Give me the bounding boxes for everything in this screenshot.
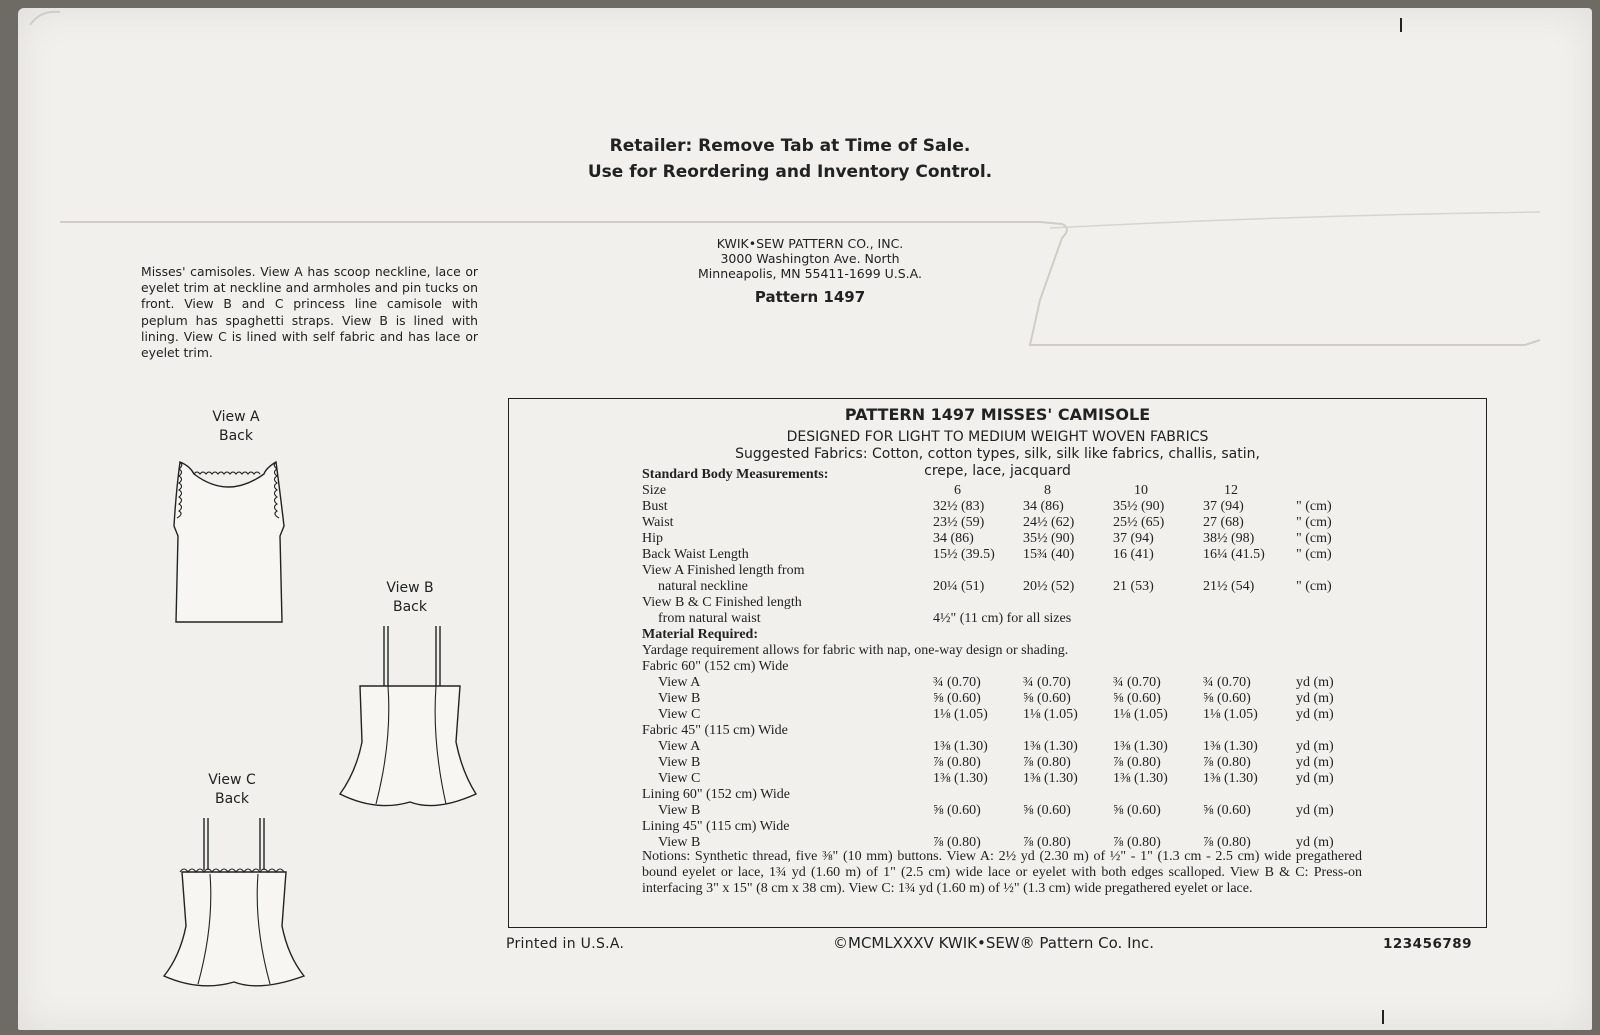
- yardage-value: ¾ (0.70): [1023, 675, 1071, 690]
- yardage-value: 1⅜ (1.30): [933, 771, 988, 786]
- measurement-label: Waist: [642, 515, 674, 530]
- measurement-value: 35½ (90): [1023, 531, 1075, 546]
- yardage-value: 1⅜ (1.30): [1113, 771, 1168, 786]
- measurement-value: 15¾ (40): [1023, 547, 1075, 562]
- measurement-unit: " (cm): [1296, 547, 1332, 562]
- view-a-title: View A: [212, 409, 260, 425]
- yardage-value: ⅞ (0.80): [933, 755, 981, 770]
- yardage-unit: yd (m): [1296, 691, 1334, 706]
- yardage-value: ⅞ (0.80): [1023, 835, 1071, 850]
- size-6: 6: [954, 483, 961, 498]
- yardage-note: Yardage requirement allows for fabric with nap, one-way design or shading.: [642, 643, 1069, 658]
- measurement-unit: " (cm): [1296, 579, 1332, 594]
- measurement-unit: " (cm): [1296, 515, 1332, 530]
- view-b-camisole-sketch: [336, 622, 482, 808]
- view-b-subtitle: Back: [393, 599, 427, 615]
- measurement-unit: " (cm): [1296, 499, 1332, 514]
- yardage-unit: yd (m): [1296, 803, 1334, 818]
- company-name: KWIK•SEW PATTERN CO., INC.: [716, 236, 904, 251]
- measurement-value: 24½ (62): [1023, 515, 1075, 530]
- view-c-label: [192, 771, 272, 809]
- size-10: 10: [1134, 483, 1148, 498]
- yardage-row-label: View A: [658, 739, 701, 754]
- company-address: [640, 236, 980, 305]
- fabric-60-label: Fabric 60" (152 cm) Wide: [642, 659, 789, 674]
- yardage-value: 1⅜ (1.30): [1203, 739, 1258, 754]
- copyright: ©MCMLXXXV KWIK•SEW® Pattern Co. Inc.: [833, 934, 1155, 952]
- measurement-label: Back Waist Length: [642, 547, 749, 562]
- measurement-value: 16¼ (41.5): [1203, 547, 1265, 562]
- box-title: PATTERN 1497 MISSES' CAMISOLE: [844, 405, 1151, 424]
- measurement-unit: " (cm): [1296, 531, 1332, 546]
- yardage-value: ¾ (0.70): [1113, 675, 1161, 690]
- view-a-label: [196, 408, 276, 446]
- yardage-value: ⅝ (0.60): [1113, 691, 1161, 706]
- view-bc-length-label: View B & C Finished length: [642, 595, 802, 610]
- company-city: Minneapolis, MN 55411-1699 U.S.A.: [698, 266, 922, 281]
- measurement-label: Bust: [642, 499, 668, 514]
- yardage-unit: yd (m): [1296, 739, 1334, 754]
- printed-in: Printed in U.S.A.: [506, 936, 625, 952]
- size-12: 12: [1224, 483, 1238, 498]
- inventory-code: 123456789: [1383, 936, 1473, 952]
- retailer-line-1: Retailer: Remove Tab at Time of Sale.: [609, 136, 971, 156]
- yardage-row-label: View C: [658, 771, 701, 786]
- measurement-value: 25½ (65): [1113, 515, 1165, 530]
- view-bc-length-label-2: from natural waist: [658, 611, 761, 626]
- yardage-row-label: View B: [658, 803, 701, 818]
- yardage-value: ¾ (0.70): [933, 675, 981, 690]
- yardage-value: ⅝ (0.60): [933, 803, 981, 818]
- pattern-number: Pattern 1497: [754, 288, 866, 306]
- measurement-value: 20½ (52): [1023, 579, 1075, 594]
- yardage-value: ¾ (0.70): [1203, 675, 1251, 690]
- yardage-value: ⅞ (0.80): [1113, 755, 1161, 770]
- measurement-value: 35½ (90): [1113, 499, 1165, 514]
- yardage-value: ⅞ (0.80): [1023, 755, 1071, 770]
- yardage-row-label: View C: [658, 707, 701, 722]
- yardage-value: ⅞ (0.80): [933, 835, 981, 850]
- measurement-value: 21 (53): [1113, 579, 1154, 594]
- view-b-label: [370, 579, 450, 617]
- yardage-value: ⅝ (0.60): [1203, 803, 1251, 818]
- measurement-value: 23½ (59): [933, 515, 985, 530]
- yardage-value: 1⅜ (1.30): [1113, 739, 1168, 754]
- retailer-notice: [480, 133, 1100, 185]
- measurement-value: 15½ (39.5): [933, 547, 995, 562]
- measurement-value: 37 (94): [1203, 499, 1244, 514]
- yardage-unit: yd (m): [1296, 835, 1334, 850]
- measurement-value: 32½ (83): [933, 499, 985, 514]
- yardage-value: ⅞ (0.80): [1113, 835, 1161, 850]
- yardage-value: ⅝ (0.60): [1023, 803, 1071, 818]
- yardage-row-label: View B: [658, 691, 701, 706]
- yardage-value: ⅞ (0.80): [1203, 755, 1251, 770]
- yardage-unit: yd (m): [1296, 771, 1334, 786]
- measurement-value: 34 (86): [1023, 499, 1064, 514]
- yardage-row-label: View B: [658, 755, 701, 770]
- registration-mark: [1400, 18, 1402, 32]
- view-bc-length-value: 4½" (11 cm) for all sizes: [933, 611, 1072, 626]
- yardage-unit: yd (m): [1296, 675, 1334, 690]
- yardage-value: 1⅜ (1.30): [1203, 771, 1258, 786]
- view-c-subtitle: Back: [215, 791, 249, 807]
- yardage-value: 1⅜ (1.30): [1023, 739, 1078, 754]
- pattern-description: Misses' camisoles. View A has scoop neckline, lace or eyelet trim at neckline and armholes and pin tucks on front. View B and C princess line camisole with peplum has spaghetti straps. View B is lined with lining. View C is lined with self fabric and has lace or eyelet trim.: [141, 264, 478, 361]
- view-c-title: View C: [208, 772, 256, 788]
- lining-45-label: Lining 45" (115 cm) Wide: [642, 819, 790, 834]
- pattern-info-box: [508, 398, 1487, 928]
- yardage-value: ⅝ (0.60): [1203, 691, 1251, 706]
- measurement-value: 27 (68): [1203, 515, 1244, 530]
- yardage-value: ⅝ (0.60): [1023, 691, 1071, 706]
- view-a-camisole-sketch: [168, 452, 288, 624]
- registration-mark: [1382, 1010, 1384, 1024]
- yardage-value: 1⅛ (1.05): [1203, 707, 1258, 722]
- view-c-camisole-sketch: [160, 816, 308, 988]
- view-a-length-label-2: natural neckline: [658, 579, 748, 594]
- yardage-value: 1⅜ (1.30): [1023, 771, 1078, 786]
- yardage-value: ⅞ (0.80): [1203, 835, 1251, 850]
- view-b-title: View B: [386, 580, 434, 596]
- yardage-unit: yd (m): [1296, 707, 1334, 722]
- yardage-value: 1⅛ (1.05): [1023, 707, 1078, 722]
- view-a-subtitle: Back: [219, 428, 253, 444]
- company-street: 3000 Washington Ave. North: [720, 251, 900, 266]
- fabric-45-label: Fabric 45" (115 cm) Wide: [642, 723, 788, 738]
- yardage-value: ⅝ (0.60): [933, 691, 981, 706]
- standard-measurements-heading: Standard Body Measurements:: [642, 467, 829, 482]
- view-a-length-label: View A Finished length from: [642, 563, 805, 578]
- yardage-row-label: View A: [658, 675, 701, 690]
- measurement-value: 21½ (54): [1203, 579, 1255, 594]
- measurement-label: Hip: [642, 531, 663, 546]
- yardage-value: 1⅜ (1.30): [933, 739, 988, 754]
- retailer-line-2: Use for Reordering and Inventory Control.: [587, 162, 993, 182]
- material-required-heading: Material Required:: [642, 627, 758, 642]
- yardage-value: ⅝ (0.60): [1113, 803, 1161, 818]
- lining-60-label: Lining 60" (152 cm) Wide: [642, 787, 790, 802]
- measurement-value: 37 (94): [1113, 531, 1154, 546]
- measurement-value: 16 (41): [1113, 547, 1154, 562]
- designed-for: DESIGNED FOR LIGHT TO MEDIUM WEIGHT WOVEN FABRICS: [786, 429, 1209, 445]
- yardage-row-label: View B: [658, 835, 701, 850]
- yardage-value: 1⅛ (1.05): [933, 707, 988, 722]
- yardage-unit: yd (m): [1296, 755, 1334, 770]
- measurement-value: 38½ (98): [1203, 531, 1255, 546]
- notions-text: Notions: Synthetic thread, five ⅜" (10 mm) buttons. View A: 2½ yd (2.30 m) of ½" - 1" (1.3 cm - 2.5 cm) wide pregathered bound eyelet or lace, 1¾ yd (1.60 m) of 1" (2.5 cm) wide lace or eyelet with both edges scalloped. View B & C: Press-on interfacing 3" x 15" (8 cm x 38 cm). View C: 1¾ yd (1.60 m) of ½" (1.3 cm) wide pregathered eyelet or lace.: [642, 849, 1362, 896]
- size-label: Size: [642, 483, 667, 498]
- suggested-fabrics: Suggested Fabrics: Cotton, cotton types, silk, silk like fabrics, challis, satin, crepe, lace, jacquard: [735, 446, 1260, 479]
- measurement-value: 34 (86): [933, 531, 974, 546]
- measurement-value: 20¼ (51): [933, 579, 985, 594]
- yardage-value: 1⅛ (1.05): [1113, 707, 1168, 722]
- size-8: 8: [1044, 483, 1051, 498]
